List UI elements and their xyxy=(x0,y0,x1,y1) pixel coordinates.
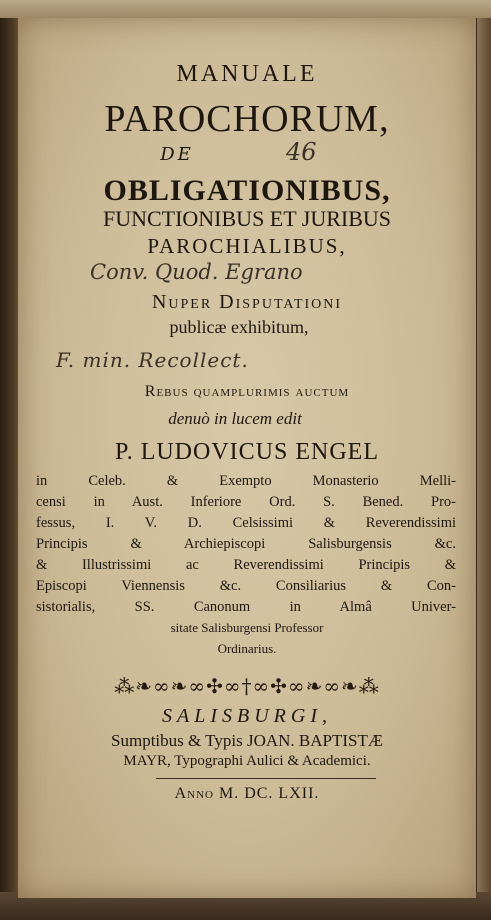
author-credentials-line: Episcopi Viennensis &c. Consiliarius & Con- xyxy=(36,578,456,594)
title-line-parochialibus: PAROCHIALIBUS, xyxy=(147,234,347,258)
title-line-manuale: MANUALE xyxy=(176,61,318,87)
page-edge-right xyxy=(477,0,491,920)
imprint-printer-line2: MAYR, Typographi Aulici & Academici. xyxy=(123,753,371,769)
page-edge-top xyxy=(0,0,491,18)
title-line-de: DE xyxy=(160,144,194,165)
author-credentials-line: sitate Salisburgensi Professor xyxy=(170,620,324,635)
author-credentials-line: & Illustrissimi ac Reverendissimi Principis & xyxy=(36,557,456,573)
ornament-border: ⁂❧∞❧∞✣∞†∞✣∞❧∞❧⁂ xyxy=(114,674,380,698)
title-line-functionibus: FUNCTIONIBUS ET JURIBUS xyxy=(102,206,392,231)
title-line-denuo: denuò in lucem edit xyxy=(168,409,302,428)
imprint-city: SALISBURGI, xyxy=(162,705,332,727)
title-line-obligationibus: OBLIGATIONIBUS, xyxy=(103,174,391,207)
title-line-parochorum: PAROCHORUM, xyxy=(104,98,390,140)
title-line-nuper: Nuper Disputationi xyxy=(151,291,343,313)
author-credentials-line: in Celeb. & Exempto Monasterio Melli- xyxy=(36,473,456,489)
author-credentials-line: censi in Aust. Inferiore Ord. S. Bened. Pro- xyxy=(36,494,456,510)
author-credentials-line: fessus, I. V. D. Celsissimi & Reverendissimi xyxy=(36,515,456,531)
year-rule-top xyxy=(156,778,376,779)
title-page xyxy=(18,18,476,898)
imprint-printer-line1: Sumptibus & Typis JOAN. BAPTISTÆ xyxy=(111,731,383,750)
book-spine-edge xyxy=(0,0,20,920)
title-line-rebus: Rebus quamplurimis auctum xyxy=(144,383,350,400)
handwritten-number: 46 xyxy=(286,138,317,166)
imprint-year: Anno M. DC. LXII. xyxy=(174,785,320,802)
author-name: P. LUDOVICUS ENGEL xyxy=(115,439,379,465)
author-credentials-line: Ordinarius. xyxy=(217,641,277,656)
handwritten-provenance-line1: Conv. Quod. Egrano xyxy=(90,260,303,284)
handwritten-provenance-line2: F. min. Recollect. xyxy=(56,348,249,372)
author-credentials-line: sistorialis, SS. Canonum in Almâ Univer- xyxy=(36,599,456,615)
title-line-publicae: publicæ exhibitum, xyxy=(169,317,309,337)
author-credentials-line: Principis & Archiepiscopi Salisburgensis &c. xyxy=(36,536,456,552)
